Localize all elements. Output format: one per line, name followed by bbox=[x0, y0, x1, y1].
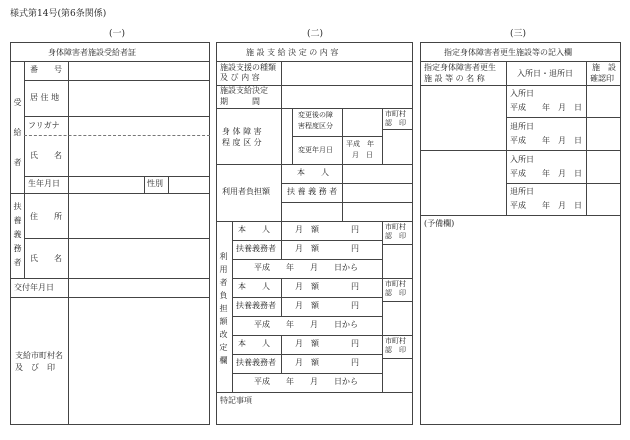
supporter-address-label: 住 所 bbox=[30, 212, 62, 221]
panel-two-heading: (二) bbox=[307, 29, 324, 39]
revision-1-supporter: 扶養義務者 bbox=[236, 244, 276, 253]
entry-2-label: 退所日 bbox=[510, 122, 534, 131]
name-label: 氏 名 bbox=[30, 151, 62, 160]
revision-2-self: 本 人 bbox=[238, 282, 270, 291]
city-seal-top-1: 市町村 bbox=[385, 110, 406, 118]
number-label: 番 号 bbox=[30, 65, 62, 74]
revision-3-supporter: 扶養義務者 bbox=[236, 358, 276, 367]
panel-one-title: 身体障害者施設受給者証 bbox=[48, 48, 136, 57]
support-type-line1: 施設支援の種類 bbox=[220, 63, 276, 72]
burden-amount-label: 利用者負担額 bbox=[222, 187, 270, 196]
disability-class-line1: 身 体 障 害 bbox=[222, 127, 262, 136]
in-out-date-header: 入所日・退所日 bbox=[517, 69, 573, 78]
entry-1-label: 入所日 bbox=[510, 89, 534, 98]
entry-3-label: 入所日 bbox=[510, 155, 534, 164]
supporter-group-label: 扶 養 義 務 者 bbox=[13, 202, 22, 267]
revision-2-supporter-amount: 月 額 円 bbox=[295, 301, 359, 310]
city-seal-top-2: 認 印 bbox=[385, 119, 406, 127]
furigana-label: フリガナ bbox=[28, 121, 60, 130]
revision-1-self-amount: 月 額 円 bbox=[295, 225, 359, 234]
birthdate-label: 生年月日 bbox=[28, 179, 60, 188]
panel-three-frame bbox=[420, 42, 621, 425]
issuer-line2: 及 び 印 bbox=[15, 363, 55, 372]
panel-one-heading: (一) bbox=[109, 29, 126, 39]
entry-2-date: 平成 年 月 日 bbox=[510, 136, 582, 145]
panel-three-heading: (三) bbox=[510, 29, 527, 39]
changed-class-line2: 害程度区分 bbox=[298, 122, 333, 130]
burden-self-label: 本 人 bbox=[297, 168, 329, 177]
remarks-label: 特記事項 bbox=[220, 396, 252, 405]
revision-2-from: 平成 年 月 日から bbox=[254, 320, 358, 329]
address-label: 居 住 地 bbox=[30, 93, 60, 102]
entry-1-date: 平成 年 月 日 bbox=[510, 103, 582, 112]
support-type-line2: 及 び 内 容 bbox=[220, 73, 260, 82]
disability-class-line2: 程 度 区 分 bbox=[222, 138, 262, 147]
form-number-title: 様式第14号(第6条関係) bbox=[10, 9, 107, 19]
sex-label: 性別 bbox=[147, 179, 163, 188]
panel-three-title: 指定身体障害者更生施設等の記入欄 bbox=[444, 48, 572, 57]
city-seal-rev2-1: 市町村 bbox=[385, 280, 406, 288]
decision-period-line1: 施設支給決定 bbox=[220, 86, 268, 95]
burden-supporter-label: 扶 養 義 務 者 bbox=[287, 187, 338, 196]
panel-two-title: 施 設 支 給 決 定 の 内 容 bbox=[246, 48, 339, 57]
entry-3-date: 平成 年 月 日 bbox=[510, 169, 582, 178]
revision-3-supporter-amount: 月 額 円 bbox=[295, 358, 359, 367]
decision-period-line2: 期 間 bbox=[220, 97, 260, 106]
reserve-label: (予備欄) bbox=[424, 219, 455, 228]
change-month-day: 月 日 bbox=[352, 151, 373, 159]
city-seal-rev3-1: 市町村 bbox=[385, 337, 406, 345]
revision-2-supporter: 扶養義務者 bbox=[236, 301, 276, 310]
recipient-group-label: 受 給 者 bbox=[13, 98, 22, 167]
issue-date-label: 交付年月日 bbox=[14, 283, 54, 292]
city-seal-rev1-2: 認 印 bbox=[385, 232, 406, 240]
change-date-label: 変更年月日 bbox=[298, 146, 333, 154]
entry-4-date: 平成 年 月 日 bbox=[510, 201, 582, 210]
revision-3-self-amount: 月 額 円 bbox=[295, 339, 359, 348]
city-seal-rev2-2: 認 印 bbox=[385, 289, 406, 297]
entry-4-label: 退所日 bbox=[510, 187, 534, 196]
supporter-name-label: 氏 名 bbox=[30, 254, 62, 263]
facility-name-line2: 施 設 等 の 名 称 bbox=[424, 74, 485, 83]
revision-1-from: 平成 年 月 日から bbox=[254, 263, 358, 272]
facility-confirm-line2: 確認印 bbox=[590, 74, 614, 83]
city-seal-rev3-2: 認 印 bbox=[385, 346, 406, 354]
issuer-line1: 支給市町村名 bbox=[15, 351, 63, 360]
change-era-year: 平成 年 bbox=[346, 140, 374, 148]
revision-1-supporter-amount: 月 額 円 bbox=[295, 244, 359, 253]
city-seal-rev1-1: 市町村 bbox=[385, 223, 406, 231]
facility-confirm-line1: 施 設 bbox=[592, 63, 616, 72]
revision-3-self: 本 人 bbox=[238, 339, 270, 348]
changed-class-line1: 変更後の障 bbox=[298, 111, 333, 119]
revision-1-self: 本 人 bbox=[238, 225, 270, 234]
revision-2-self-amount: 月 額 円 bbox=[295, 282, 359, 291]
revision-group-label: 利 用 者 負 担 額 改 定 欄 bbox=[219, 252, 228, 365]
facility-name-line1: 指定身体障害者更生 bbox=[424, 63, 496, 72]
revision-3-from: 平成 年 月 日から bbox=[254, 377, 358, 386]
